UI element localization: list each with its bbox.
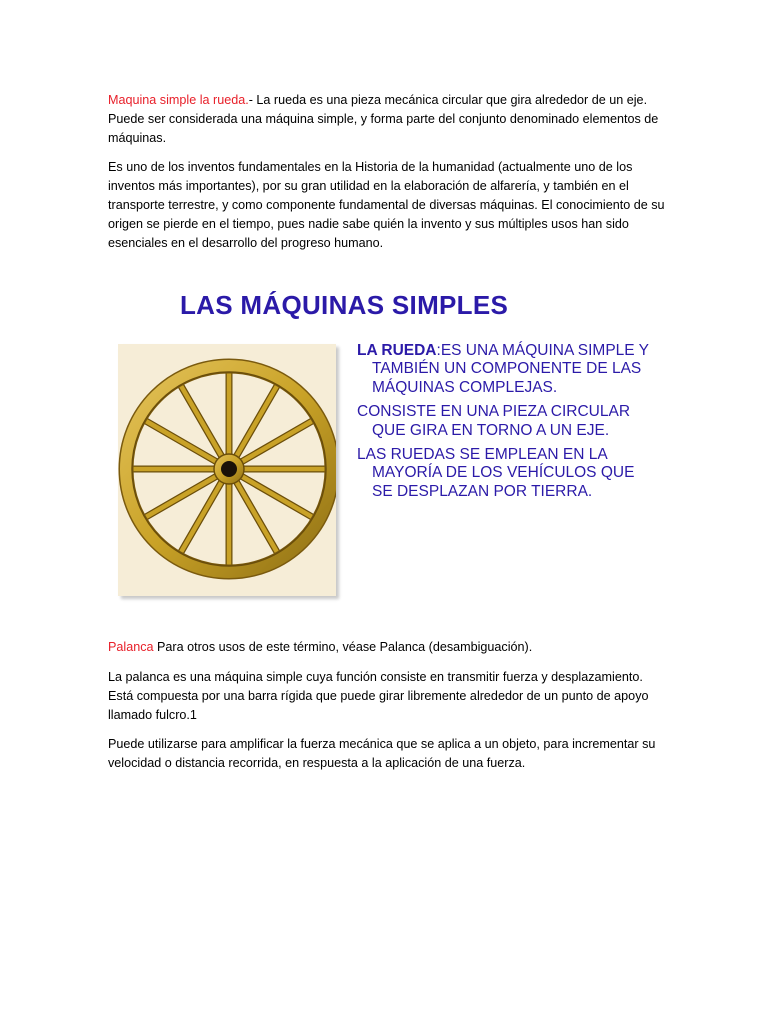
figure-point-1-label: LA RUEDA [357, 342, 437, 359]
figure-text-block [357, 342, 657, 507]
wheel-history-paragraph: Es uno de los inventos fundamentales en la Historia de la humanidad (actualmente uno de los inventos más importantes), por su gran utilidad en la elaboración de alfarería, y también en el transporte terrestre, y como componente fundamental de diversas máquinas. El conocimiento de su origen se pierde en el tiempo, pues nadie sabe quién la invento y sus múltiples usos han sido esenciales en el desarrollo del progreso humano. [108, 160, 665, 250]
figure-point-3: LAS RUEDAS SE EMPLEAN EN LA MAYORÍA DE LOS VEHÍCULOS QUE SE DESPLAZAN POR TIERRA. [357, 446, 635, 500]
lever-usage-paragraph: Puede utilizarse para amplificar la fuerza mecánica que se aplica a un objeto, para incrementar su velocidad o distancia recorrida, en respuesta a la aplicación de una fuerza. [108, 737, 656, 770]
lever-intro-text: Para otros usos de este término, véase Palanca (desambiguación). [153, 640, 533, 654]
wheel-intro-text: - La rueda es una pieza mecánica circular que gira alrededor de un eje. Puede ser considerada una máquina simple, y forma parte del conjunto denominado elementos de máquinas. [108, 93, 659, 145]
lever-intro-paragraph [108, 638, 668, 657]
wheel-image [118, 344, 336, 596]
wheel-heading: Maquina simple la rueda. [108, 93, 249, 107]
figure-point-2: CONSISTE EN UNA PIEZA CIRCULAR QUE GIRA EN TORNO A UN EJE. [357, 403, 631, 439]
wheel-intro-paragraph [108, 91, 668, 148]
lever-definition-paragraph: La palanca es una máquina simple cuya función consiste en transmitir fuerza y desplazamiento. Está compuesta por una barra rígida que puede girar libremente alrededor de un punto de apoyo llamado fulcro.1 [108, 670, 649, 722]
lever-heading: Palanca [108, 640, 154, 654]
figure-point-1 [357, 342, 657, 397]
wheel-axle [221, 461, 237, 477]
figure-title: LAS MÁQUINAS SIMPLES [180, 290, 509, 320]
wagon-wheel-illustration [118, 344, 336, 596]
figure-point-1-text: :ES UNA MÁQUINA SIMPLE Y TAMBIÉN UN COMPONENTE DE LAS MÁQUINAS COMPLEJAS. [372, 342, 649, 396]
